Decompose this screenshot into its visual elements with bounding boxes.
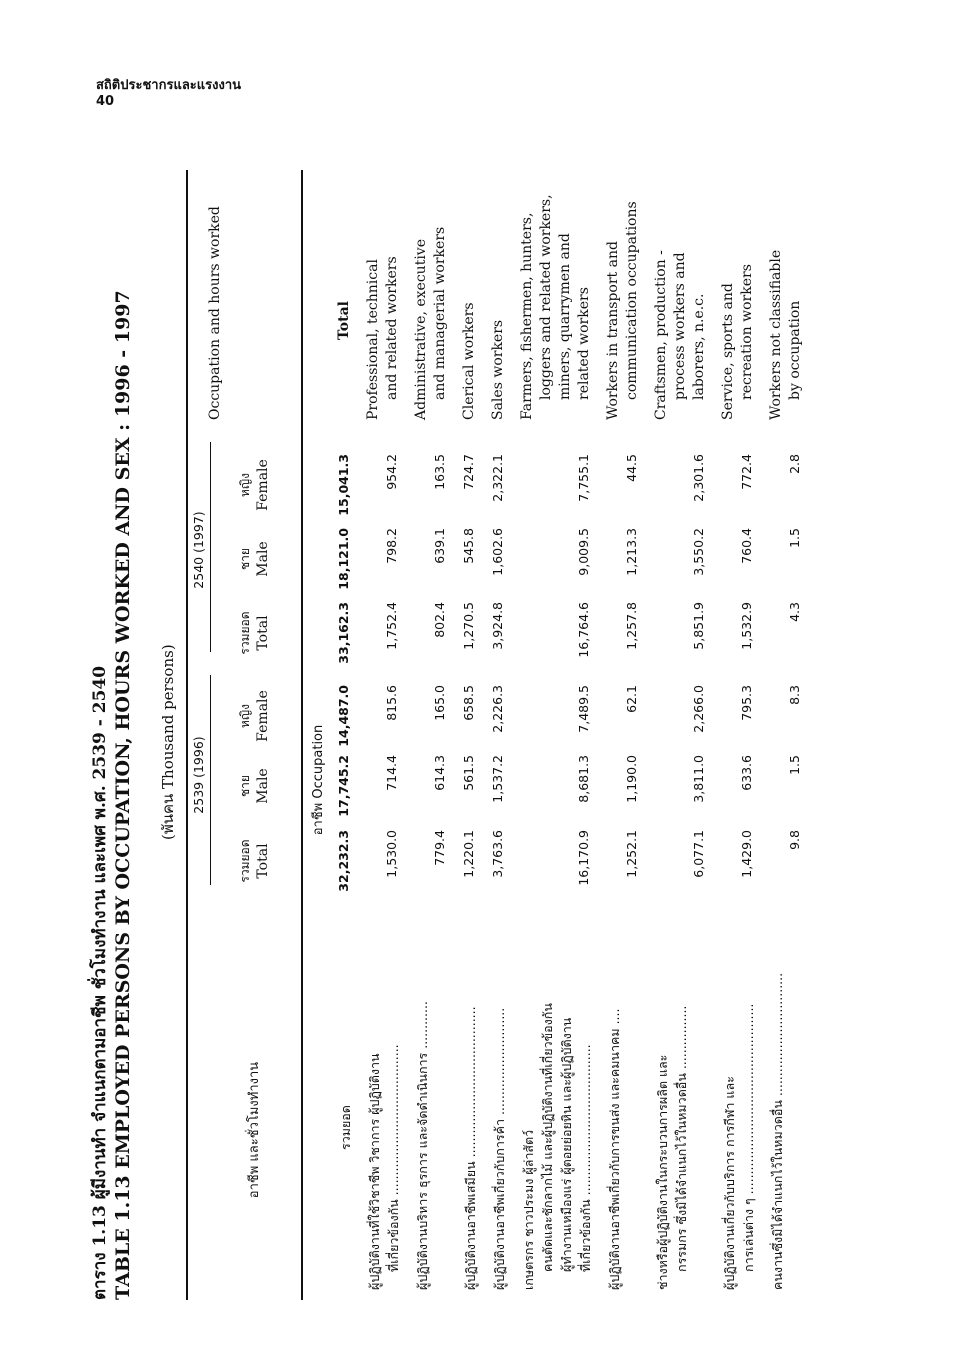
table-cell: 1,429.0	[739, 830, 754, 878]
table-cell: 1,220.1	[461, 830, 476, 878]
table-cell: 7,755.1	[576, 454, 591, 502]
table-cell: 2.8	[787, 454, 802, 474]
row-label-eng: loggers and related workers,	[538, 194, 554, 400]
table-cell: 2,301.6	[691, 454, 706, 502]
section-label: อาชีพ Occupation	[311, 724, 326, 836]
row-label-thai: ผู้ปฏิบัติงานบริหาร ธุรการ และจัดดำเนินการ ............	[415, 1001, 430, 1290]
year2-underline	[210, 442, 211, 652]
table-cell: 8,681.3	[576, 755, 591, 803]
table-cell: 639.1	[432, 528, 447, 564]
right-header: Occupation and hours worked	[207, 206, 223, 420]
table-cell: 633.6	[739, 755, 754, 791]
table-cell: 3,763.6	[490, 830, 505, 878]
row-label-thai: รวมยอด	[338, 1105, 353, 1150]
row-label-thai: ผู้ปฏิบัติงานอาชีพเกี่ยวกับการขนส่ง และคมนาคม ....	[607, 1008, 622, 1290]
table-cell: 9,009.5	[576, 528, 591, 576]
column-header-eng: Male	[255, 768, 271, 804]
table-cell: 561.5	[461, 755, 476, 791]
row-label-eng: Sales workers	[490, 319, 506, 420]
column-header-2	[236, 751, 272, 821]
header-rule	[301, 170, 303, 1300]
column-header-eng: Male	[255, 541, 271, 577]
table-cell: 1,530.0	[384, 830, 399, 878]
row-label-eng: Farmers, fishermen, hunters,	[519, 212, 535, 420]
row-label-eng: by occupation	[787, 300, 803, 400]
title-english: TABLE 1.13 EMPLOYED PERSONS BY OCCUPATION, HOURS WORKED AND SEX : 1996 - 1997	[112, 290, 134, 1300]
row-label-thai: เกษตรกร ชาวประมง ผู้ล่าสัตว์	[521, 1129, 536, 1290]
row-label-thai: ที่เกี่ยวข้องกัน ......................................	[386, 1044, 401, 1272]
unit-label: (พันคน Thousand persons)	[159, 644, 177, 840]
row-label-eng: Total	[336, 300, 352, 340]
column-header-5	[236, 524, 272, 594]
table-cell: 1,257.8	[624, 602, 639, 650]
table-cell: 8.3	[787, 685, 802, 705]
row-label-thai: การเล่นต่าง ๆ ................................................	[741, 1003, 756, 1272]
table-cell: 3,924.8	[490, 602, 505, 650]
table-cell: 15,041.3	[336, 454, 351, 516]
table-cell: 2,266.0	[691, 685, 706, 733]
table-cell: 1,602.6	[490, 528, 505, 576]
table-cell: 658.5	[461, 685, 476, 721]
column-header-eng: Total	[255, 843, 271, 879]
row-label-thai: ผู้ปฏิบัติงานอาชีพเกี่ยวกับการค้า ...........................	[492, 1007, 507, 1290]
column-header-thai: รวมยอด	[238, 839, 252, 883]
row-label-thai: คนตัดและชักลากไม้ และผู้ปฏิบัติงานที่เกี่ยวข้องกัน	[540, 1003, 555, 1272]
row-label-eng: Workers in transport and	[605, 241, 621, 420]
row-label-eng: communication occupations	[624, 201, 640, 400]
column-header-thai: ชาย	[238, 775, 252, 797]
row-label-eng: Administrative, executive	[413, 239, 429, 420]
row-label-thai: ผู้ปฏิบัติงานอาชีพเสมียน ......................................	[463, 1006, 478, 1290]
table-cell: 17,745.2	[336, 755, 351, 817]
table-cell: 16,170.9	[576, 830, 591, 886]
table-cell: 798.2	[384, 528, 399, 564]
left-header: อาชีพ และชั่วโมงทำงาน	[247, 1061, 262, 1199]
row-label-eng: and managerial workers	[432, 226, 448, 400]
row-label-eng: Craftsmen, production -	[653, 250, 669, 420]
row-label-thai: คนงานซึ่งมิได้จำแนกไว้ในหมวดอื่น ...............................	[770, 972, 785, 1290]
table-cell: 772.4	[739, 454, 754, 490]
table-cell: 44.5	[624, 454, 639, 482]
rotated-table	[86, 130, 876, 1300]
table-cell: 2,226.3	[490, 685, 505, 733]
row-label-thai: ที่เกี่ยวข้องกัน ......................................	[578, 1044, 593, 1272]
row-label-eng: Workers not classifiable	[768, 249, 784, 420]
table-cell: 7,489.5	[576, 685, 591, 733]
row-label-thai: กรรมกร ซึ่งมิได้จำแนกไว้ในหมวดอื่น ................	[674, 1005, 689, 1272]
table-cell: 62.1	[624, 685, 639, 713]
year1-header: 2539 (1996)	[191, 736, 206, 814]
table-cell: 5,851.9	[691, 602, 706, 650]
table-cell: 1,752.4	[384, 602, 399, 650]
column-header-6	[236, 450, 272, 520]
row-label-thai: ผู้ปฏิบัติงานเกี่ยวกับบริการ การกีฬา และ	[722, 1076, 737, 1290]
page-header-thai: สถิติประชากรและแรงงาน	[96, 78, 242, 93]
row-label-eng: Clerical workers	[461, 302, 477, 420]
table-cell: 795.3	[739, 685, 754, 721]
row-label-eng: related workers	[576, 287, 592, 400]
column-header-eng: Female	[255, 690, 271, 742]
table-cell: 165.0	[432, 685, 447, 721]
table-cell: 545.8	[461, 528, 476, 564]
column-header-thai: ชาย	[238, 548, 252, 570]
table-cell: 1,252.1	[624, 830, 639, 878]
row-label-thai: ผู้ทำงานเหมืองแร่ ผู้ตอยย่อยหิน และผู้ปฏิบัติงาน	[559, 1017, 574, 1272]
table-cell: 815.6	[384, 685, 399, 721]
table-cell: 1,213.3	[624, 528, 639, 576]
column-header-thai: หญิง	[238, 704, 252, 728]
table-cell: 6,077.1	[691, 830, 706, 878]
column-header-eng: Female	[255, 459, 271, 511]
table-cell: 4.3	[787, 602, 802, 622]
table-cell: 16,764.6	[576, 602, 591, 658]
table-cell: 14,487.0	[336, 685, 351, 747]
row-label-eng: recreation workers	[739, 264, 755, 400]
table-cell: 1,537.2	[490, 755, 505, 803]
table-cell: 18,121.0	[336, 528, 351, 590]
table-cell: 163.5	[432, 454, 447, 490]
top-rule	[186, 170, 188, 1300]
column-header-1	[236, 826, 272, 896]
table-cell: 32,232.3	[336, 830, 351, 892]
table-cell: 1,270.5	[461, 602, 476, 650]
table-cell: 9.8	[787, 830, 802, 850]
row-label-eng: and related workers	[384, 256, 400, 400]
table-cell: 33,162.3	[336, 602, 351, 664]
page-number: 40	[96, 94, 115, 109]
row-label-eng: Professional, technical	[365, 259, 381, 420]
column-header-thai: รวมยอด	[238, 611, 252, 655]
table-cell: 802.4	[432, 602, 447, 638]
table-cell: 1.5	[787, 528, 802, 548]
table-cell: 760.4	[739, 528, 754, 564]
table-cell: 3,550.2	[691, 528, 706, 576]
table-cell: 2,322.1	[490, 454, 505, 502]
table-cell: 779.4	[432, 830, 447, 866]
table-cell: 714.4	[384, 755, 399, 791]
title-thai: ตาราง 1.13 ผู้มีงานทำ จำแนกตามอาชีพ ชั่วโมงทำงาน และเพศ พ.ศ. 2539 - 2540	[90, 665, 110, 1300]
table-cell: 724.7	[461, 454, 476, 490]
table-cell: 1,190.0	[624, 755, 639, 803]
row-label-eng: Service, sports and	[720, 283, 736, 420]
table-cell: 954.2	[384, 454, 399, 490]
row-label-thai: ผู้ปฏิบัติงานที่ใช้วิชาชีพ วิชาการ ผู้ปฏิบัติงาน	[367, 1053, 382, 1290]
row-label-thai: ช่างหรือผู้ปฏิบัติงานในกระบวนการผลิต และ	[655, 1054, 670, 1290]
table-cell: 1.5	[787, 755, 802, 775]
column-header-eng: Total	[255, 615, 271, 651]
year2-header: 2540 (1997)	[191, 511, 206, 589]
column-header-thai: หญิง	[238, 473, 252, 497]
column-header-4	[236, 598, 272, 668]
row-label-eng: laborers, n.e.c.	[691, 293, 707, 400]
table-cell: 1,532.9	[739, 602, 754, 650]
table-cell: 614.3	[432, 755, 447, 791]
year1-underline	[210, 675, 211, 885]
row-label-eng: miners, quarrymen and	[557, 233, 573, 400]
row-label-eng: process workers and	[672, 252, 688, 400]
column-header-3	[236, 681, 272, 751]
table-cell: 3,811.0	[691, 755, 706, 803]
